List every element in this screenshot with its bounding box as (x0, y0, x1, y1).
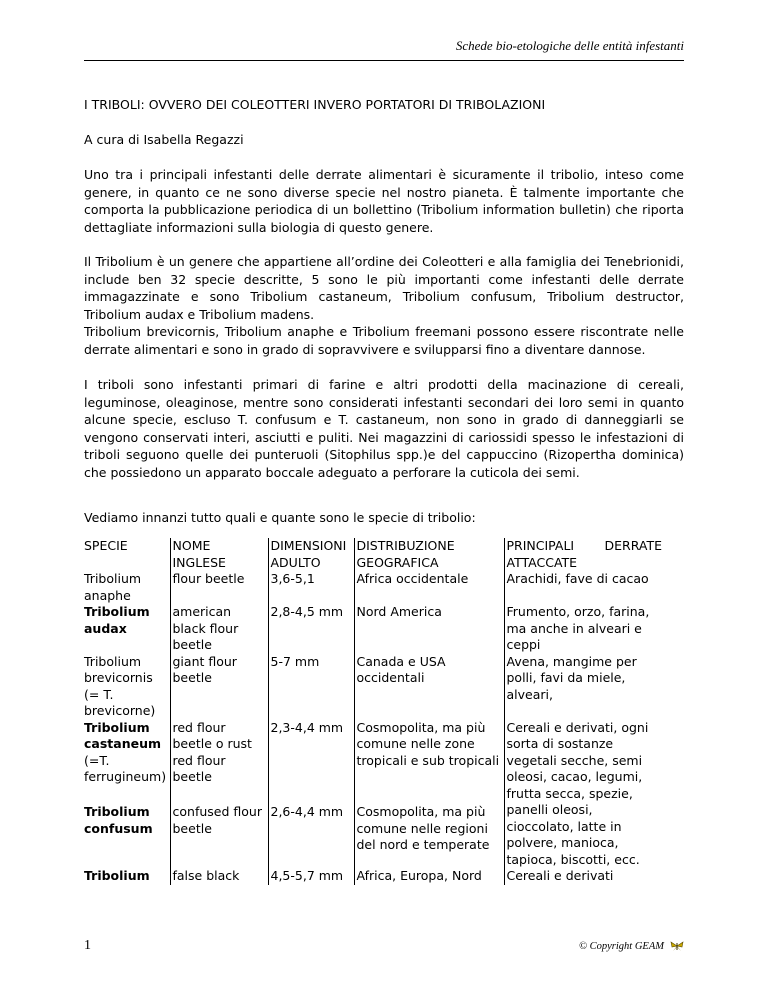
distribution-cell: Africa occidentale (354, 571, 504, 604)
english-name-cell: false black (170, 868, 268, 885)
header-rule (84, 60, 684, 61)
header-cell: NOME INGLESE (170, 538, 268, 571)
header-cell: SPECIE (84, 538, 128, 553)
copyright-notice (579, 941, 684, 952)
header-cell: DISTRIBUZIONE GEOGRAFICA (354, 538, 504, 571)
species-cell: Tribolium confusum (84, 804, 153, 836)
species-synonym: (=T. ferrugineum) (84, 752, 167, 784)
derrate-cell: Arachidi, fave di cacao (504, 571, 664, 604)
paragraph-4: I triboli sono infestanti primari di farine e altri prodotti della macinazione di cereali, leguminose, oleaginose, mentre sono considerati infestanti secondari dei loro semi in quanto alcune specie, escluso T. confusum e T. castaneum, non sono in grado di danneggiarli se vengono conservati interi, asciutti e puliti. Nei magazzini di cariossidi spesso le infestazioni di triboli seguono quelle dei punteruoli (Sitophilus spp.)e del cappuccino (Rizopertha dominica) che possiedono un apparato boccale adeguato a perforare la cuticola dei semi. (84, 377, 684, 480)
header-cell: DIMENSIONI ADULTO (268, 538, 354, 571)
derrate-cell: Cereali e derivati (504, 868, 664, 885)
species-cell (84, 720, 170, 805)
english-name-cell: giant flour beetle (170, 654, 268, 720)
distribution-cell: Cosmopolita, ma più comune nelle zone tropicali e sub tropicali (354, 720, 504, 805)
size-cell: 4,5-5,7 mm (268, 868, 354, 885)
size-cell: 3,6-5,1 (268, 571, 354, 604)
species-name: Tribolium castaneum (84, 719, 161, 751)
paragraph-2: Il Tribolium è un genere che appartiene all’ordine dei Coleotteri e alla famiglia dei Tenebrionidi, include ben 32 specie descritte, 5 sono le più importanti come infestanti delle derrate immagazzinate e sono Tribolium castaneum, Tribolium confusum, Tribolium destructor, Tribolium audax e Tribolium madens. (84, 254, 684, 322)
paragraph-5: Vediamo innanzi tutto quali e quante sono le specie di tribolio: (84, 510, 476, 525)
table-row (84, 604, 664, 654)
derrate-cell: Avena, mangime per polli, favi da miele, alveari, (504, 654, 664, 720)
distribution-cell: Nord America (354, 604, 504, 654)
running-header: Schede bio-etologiche delle entità infestanti (455, 38, 684, 53)
distribution-cell: Cosmopolita, ma più comune nelle regioni del nord e temperate (354, 804, 504, 868)
size-cell: 2,6-4,4 mm (268, 804, 354, 868)
table-row (84, 654, 664, 720)
document-title: I TRIBOLI: OVVERO DEI COLEOTTERI INVERO PORTATORI DI TRIBOLAZIONI (84, 97, 546, 112)
species-cell: Tribolium brevicornis (= T. brevicorne) (84, 653, 156, 718)
species-cell: Tribolium (84, 868, 150, 883)
english-name-cell: red flour beetle o rust red flour beetle (170, 720, 268, 805)
table-row (84, 720, 664, 805)
table-row (84, 571, 664, 604)
page-number: 1 (84, 938, 91, 953)
english-name-cell: flour beetle (170, 571, 268, 604)
paragraph-3: Tribolium brevicornis, Tribolium anaphe e Tribolium freemani possono essere riscontrate nelle derrate alimentari e sono in grado di sopravvivere e svilupparsi fino a diventare dannose. (84, 324, 684, 357)
english-name-cell: confused flour beetle (170, 804, 268, 868)
author-line: A cura di Isabella Regazzi (84, 132, 244, 147)
species-cell: Tribolium audax (84, 604, 150, 636)
distribution-cell: Africa, Europa, Nord (354, 868, 504, 885)
derrate-cell: Frumento, orzo, farina, ma anche in alveari e ceppi (504, 604, 664, 654)
size-cell: 2,8-4,5 mm (268, 604, 354, 654)
table-row (84, 868, 664, 885)
derrate-cell: Cereali e derivati, ogni sorta di sostanze vegetali secche, semi oleosi, cacao, legumi, frutta secca, spezie, panelli oleosi, cioccolato, latte in polvere, manioca, tapioca, biscotti, ecc. (504, 720, 664, 869)
size-cell: 2,3-4,4 mm (268, 720, 354, 805)
paragraph-1: Uno tra i principali infestanti delle derrate alimentari è sicuramente il tribolio, inteso come genere, in quanto ce ne sono diverse specie nel nostro pianeta. È talmente importante che comporta la pubblicazione periodica di un bollettino (Tribolium information bulletin) che riporta dettagliate informazioni sulla biologia di questo genere. (84, 167, 684, 235)
table-header-row (84, 538, 664, 571)
header-cell: PRINCIPALI DERRATE ATTACCATE (504, 538, 664, 571)
species-table (84, 538, 664, 885)
species-cell: Tribolium anaphe (84, 571, 142, 603)
copyright-text: © Copyright GEAM (579, 941, 664, 952)
distribution-cell: Canada e USA occidentali (354, 654, 504, 720)
butterfly-icon (670, 941, 684, 952)
english-name-cell: american black flour beetle (170, 604, 268, 654)
size-cell: 5-7 mm (268, 654, 354, 720)
